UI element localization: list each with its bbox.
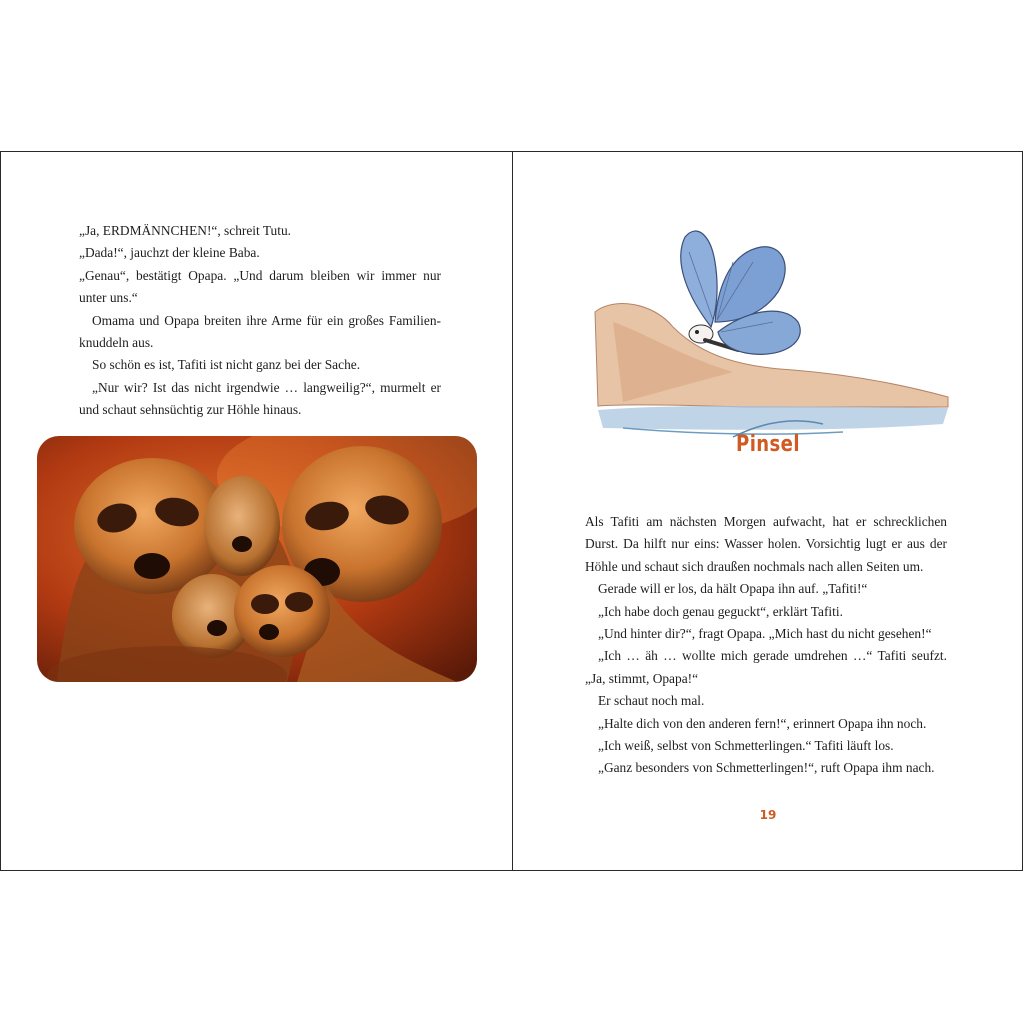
paragraph: „Ganz besonders von Schmetterlingen!“, ruft Opapa ihm nach. xyxy=(598,760,935,776)
chapter-title: Pinsel xyxy=(736,432,800,457)
paragraph: Als Tafiti am nächsten Morgen aufwacht, hat er schrecklichen Durst. Da hilft nur eins: Wasser holen. Vorsichtig lugt er aus der Höhle und schaut sich draußen nochmals nach allen Seiten um. xyxy=(585,514,947,574)
paragraph: „Halte dich von den anderen fern!“, erinnert Opapa ihn noch. xyxy=(598,715,927,731)
paragraph: Omama und Opapa breiten ihre Arme für ein großes Familienknuddeln aus. xyxy=(79,312,441,351)
left-page-text xyxy=(79,220,441,422)
page-number: 19 xyxy=(759,808,777,822)
right-page-text xyxy=(585,511,947,780)
paragraph: „Ich habe doch genau geguckt“, erklärt Tafiti. xyxy=(598,603,843,619)
book-spread xyxy=(0,151,1023,871)
paragraph: „Nur wir? Ist das nicht irgendwie … langweilig?“, murmelt er und schaut sehnsüchtig zur Höhle hinaus. xyxy=(79,379,441,418)
paragraph: So schön es ist, Tafiti ist nicht ganz bei der Sache. xyxy=(92,357,361,373)
butterfly-illustration xyxy=(593,192,953,442)
right-page xyxy=(513,152,1023,870)
paragraph: Er schaut noch mal. xyxy=(598,693,705,709)
paragraph: Gerade will er los, da hält Opapa ihn auf. „Tafiti!“ xyxy=(598,581,868,597)
paragraph: „Dada!“, jauchzt der kleine Baba. xyxy=(79,245,260,261)
paragraph: „Ich weiß, selbst von Schmetterlingen.“ Tafiti läuft los. xyxy=(598,738,894,754)
paragraph: „Genau“, bestätigt Opapa. „Und darum bleiben wir immer nur unter uns.“ xyxy=(79,267,441,306)
meerkat-family-photo xyxy=(37,436,477,682)
left-page xyxy=(1,152,512,870)
paragraph: „Ja, ERDMÄNNCHEN!“, schreit Tutu. xyxy=(79,223,292,238)
paragraph: „Und hinter dir?“, fragt Opapa. „Mich hast du nicht gesehen!“ xyxy=(598,626,932,642)
paragraph: „Ich … äh … wollte mich gerade umdrehen …“ Tafiti seufzt. „Ja, stimmt, Opapa!“ xyxy=(585,648,947,686)
